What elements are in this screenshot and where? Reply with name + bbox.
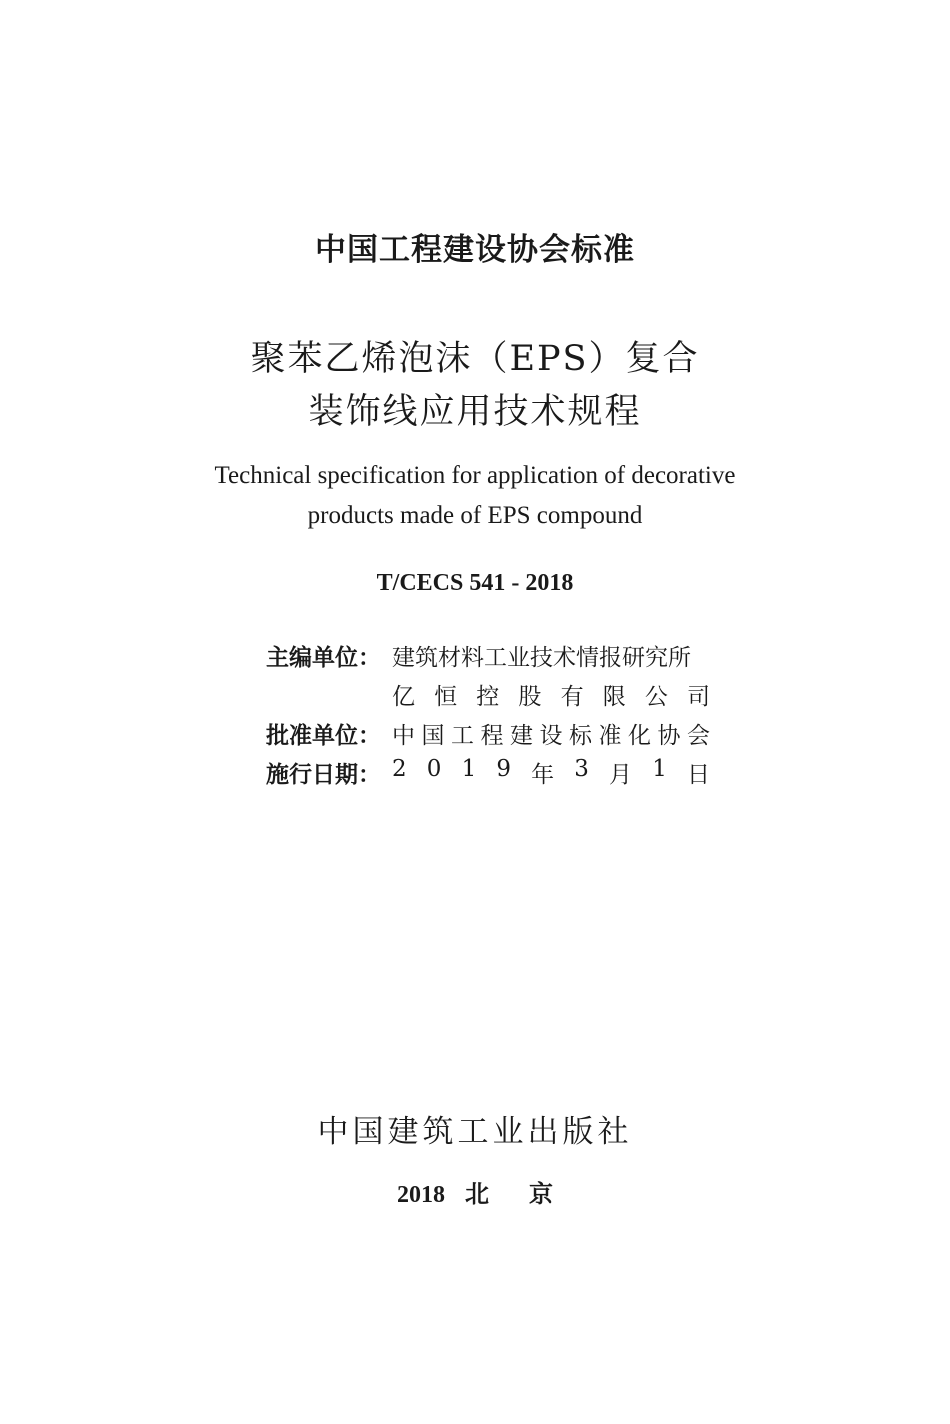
glyph: 国 [421, 723, 445, 749]
glyph: 9 [496, 756, 511, 782]
glyph: 司 [686, 684, 710, 710]
editor-row-secondary [266, 675, 726, 714]
glyph: 日 [686, 762, 710, 788]
glyph: 化 [628, 723, 651, 749]
editor-row [266, 636, 726, 675]
publication-info [266, 636, 726, 792]
approver-row [266, 714, 726, 753]
english-title-line-1: Technical specification for application of decorative [214, 462, 736, 489]
glyph: 0 [426, 756, 442, 782]
glyph: 年 [531, 762, 555, 788]
standard-series-title: 中国工程建设协会标准 [315, 232, 635, 268]
publication-place [0, 1174, 950, 1209]
effective-date-row [266, 753, 726, 792]
standard-number: T/CECS 541 - 2018 [376, 570, 574, 596]
chinese-title-line-2: 装饰线应用技术规程 [308, 392, 642, 432]
glyph: 2 [392, 756, 407, 782]
glyph: 标 [569, 723, 592, 749]
approver-name [392, 717, 710, 750]
editor-primary: 建筑材料工业技术情报研究所 [392, 645, 691, 671]
glyph: 3 [574, 756, 589, 782]
publication-city: 北京 [465, 1182, 593, 1208]
chinese-title-line-1: 聚苯乙烯泡沫（EPS）复合 [250, 339, 700, 379]
glyph: 恒 [434, 684, 458, 710]
glyph: 中 [392, 723, 415, 749]
effective-date-label: 施行日期： [266, 762, 381, 788]
glyph: 会 [687, 723, 710, 749]
glyph: 建 [510, 723, 533, 749]
glyph: 控 [476, 684, 500, 710]
glyph: 工 [451, 723, 474, 749]
glyph: 股 [518, 684, 542, 710]
glyph: 有 [560, 684, 584, 710]
glyph: 限 [602, 684, 626, 710]
approver-label: 批准单位： [266, 723, 381, 749]
glyph: 1 [461, 756, 477, 782]
editor-label: 主编单位： [266, 645, 381, 671]
publication-year: 2018 [397, 1182, 445, 1208]
publisher-name: 中国建筑工业出版社 [317, 1114, 633, 1150]
glyph: 准 [598, 723, 622, 749]
glyph: 亿 [392, 684, 415, 710]
glyph: 1 [652, 756, 667, 782]
glyph: 公 [644, 684, 668, 710]
glyph: 月 [609, 762, 633, 788]
editor-secondary [392, 678, 710, 711]
glyph: 设 [539, 723, 563, 749]
glyph: 协 [657, 723, 681, 749]
english-title-line-2: products made of EPS compound [307, 502, 643, 529]
glyph: 程 [480, 723, 504, 749]
effective-date [392, 756, 710, 789]
